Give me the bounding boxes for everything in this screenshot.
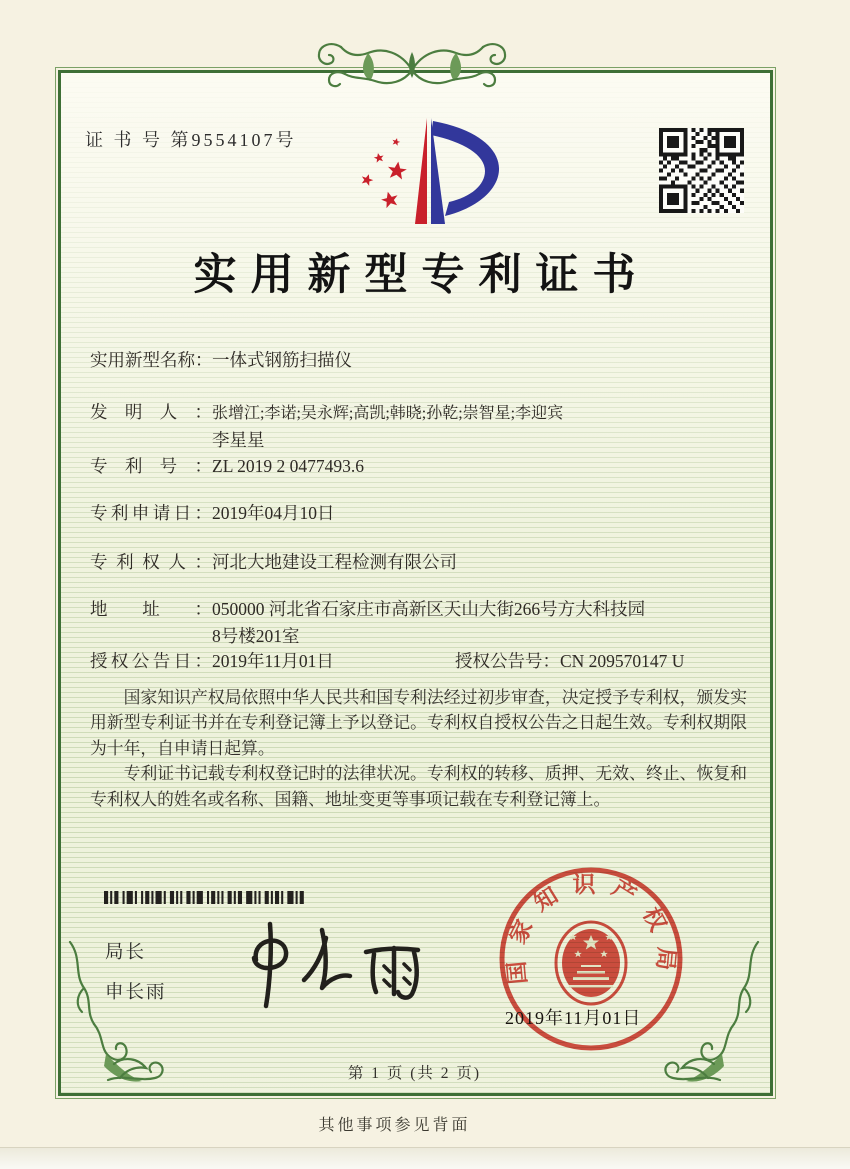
field-row-grant-date <box>90 648 334 673</box>
field-value: 2019年11月01日 <box>212 651 334 671</box>
handwritten-signature <box>226 908 426 1013</box>
page-indicator: 第 1 页 (共 2 页) <box>347 1065 482 1082</box>
cnipa-patent-logo-icon <box>352 116 502 228</box>
logo-red-wedge <box>415 118 427 224</box>
field-value: 050000 河北省石家庄市高新区天山大街266号方大科技园 <box>212 599 646 619</box>
signer-title: 局长 <box>105 943 147 963</box>
field-label: 地址： <box>90 599 212 619</box>
legal-paragraph-1: 国家知识产权局依照中华人民共和国专利法经过初步审查，决定授予专利权，颁发实用新型专利证书并在专利登记簿上予以登记。专利权自授权公告之日起生效。专利权期限为十年，自申请日起算。 <box>90 688 747 758</box>
back-note: 其他事项参见背面 <box>318 1117 471 1134</box>
field-value: 河北大地建设工程检测有限公司 <box>212 552 457 572</box>
field-row-address-line2: 8号楼201室 <box>212 626 300 646</box>
certificate-number: 证 书 号 第9554107号 <box>85 130 297 150</box>
qr-code <box>659 128 744 213</box>
bottom-left-corner-ornament <box>52 938 168 1098</box>
certificate-title: 实用新型专利证书 <box>193 252 650 299</box>
national-emblem <box>556 922 626 1004</box>
field-value: 一体式钢筋扫描仪 <box>212 350 352 370</box>
logo-stars <box>360 137 408 209</box>
field-row-grant-number <box>455 648 684 673</box>
field-value: 2019年04月10日 <box>212 503 335 523</box>
field-row-filing-date <box>90 500 335 525</box>
field-value: CN 209570147 U <box>560 651 685 671</box>
field-row-inventors-line2: 李星星 <box>212 430 265 450</box>
field-label: 专利权人： <box>90 552 212 572</box>
legal-paragraph-2: 专利证书记载专利权登记时的法律状况。专利权的转移、质押、无效、终止、恢复和专利权人的姓名或名称、国籍、地址变更等事项记载在专利登记簿上。 <box>90 764 747 809</box>
signer-name: 申长雨 <box>105 983 167 1003</box>
field-value: ZL 2019 2 0477493.6 <box>212 456 364 476</box>
field-label: 实用新型名称： <box>90 350 213 370</box>
legal-text <box>90 685 747 812</box>
field-label: 授权公告号： <box>455 651 560 671</box>
top-border-flourish-ornament <box>283 40 541 100</box>
seal-date: 2019年11月01日 <box>505 1008 642 1028</box>
field-row-utility-model-name <box>90 347 352 372</box>
field-label: 专利号： <box>90 456 212 476</box>
field-value: 张增江;李诺;吴永辉;高凯;韩晓;孙乾;崇智星;李迎宾 <box>212 405 564 422</box>
barcode <box>104 891 310 904</box>
seal-arc-text: 国家知识产权局 <box>502 871 680 986</box>
field-label: 授权公告日： <box>90 651 212 671</box>
paper-bottom-edge <box>0 1147 850 1169</box>
field-label: 发明人： <box>90 402 212 422</box>
field-row-inventors <box>90 399 563 424</box>
field-row-patentee <box>90 549 457 574</box>
field-row-address <box>90 596 645 621</box>
field-row-patent-number <box>90 453 364 478</box>
bottom-right-corner-ornament <box>660 938 776 1098</box>
field-label: 专利申请日： <box>90 503 212 523</box>
